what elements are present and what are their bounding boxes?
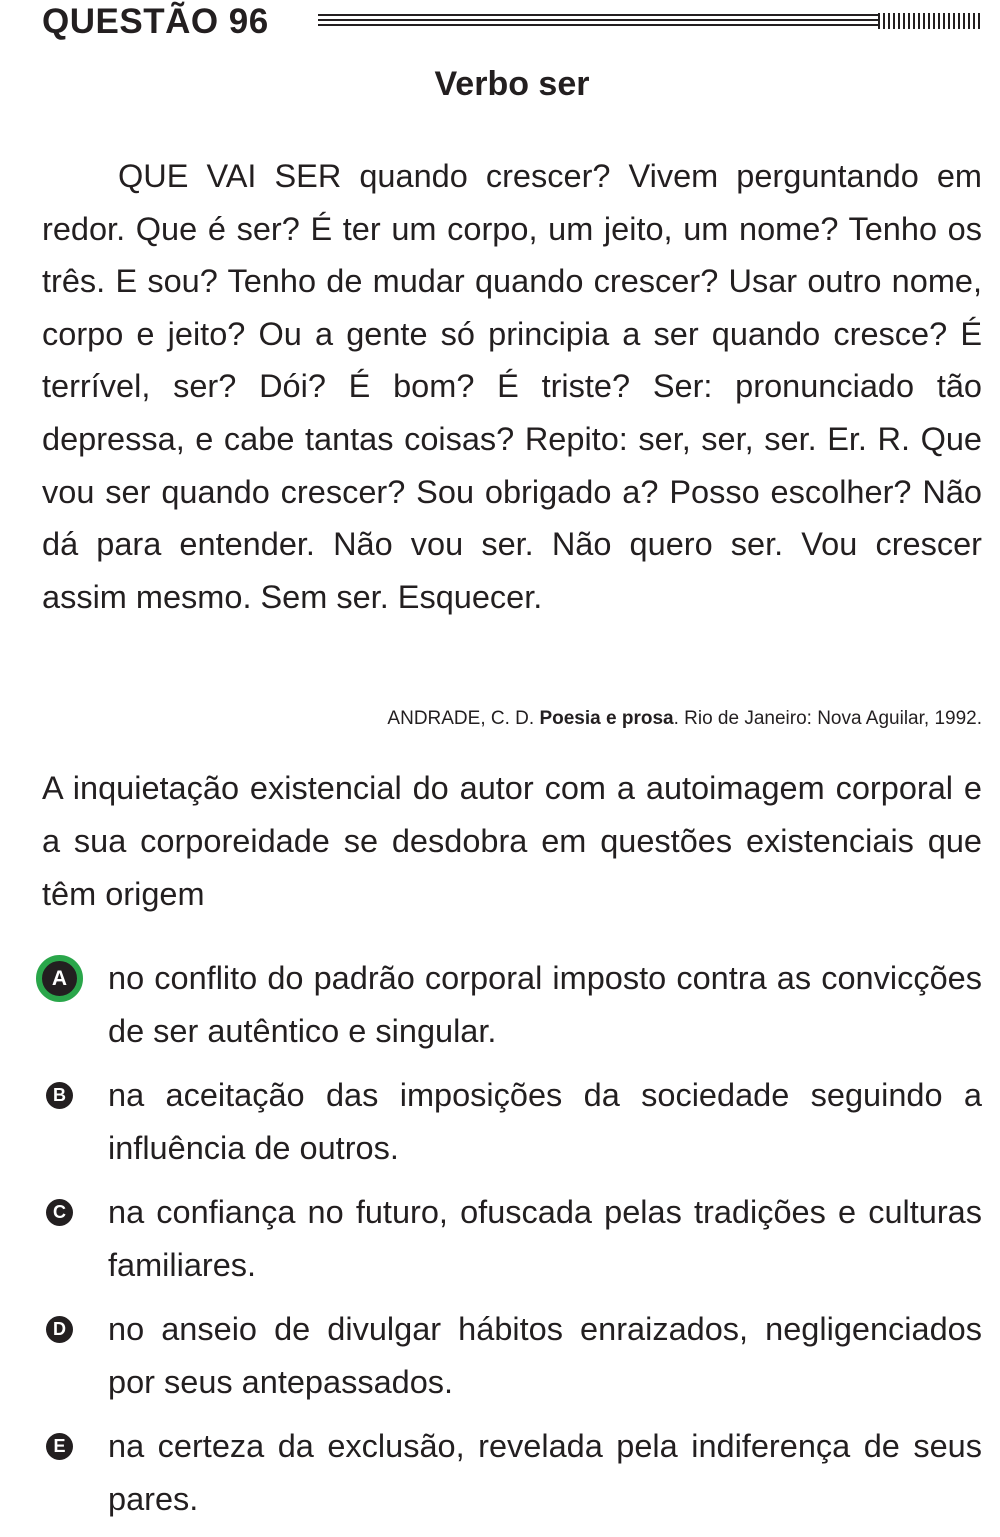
option-a[interactable]: [42, 952, 982, 1058]
option-e-letter-icon: E: [46, 1433, 73, 1460]
header-rule: [318, 14, 878, 24]
option-d-text: no anseio de divulgar hábitos enraizados, negligenciados por seus antepassados.: [108, 1311, 982, 1400]
source-publisher: . Rio de Janeiro: Nova Aguilar, 1992.: [673, 708, 982, 729]
source-citation: [42, 704, 982, 734]
answer-options: [42, 952, 982, 1537]
question-number: QUESTÃO 96: [42, 2, 269, 41]
question-page: [42, 0, 982, 1517]
source-author: ANDRADE, C. D.: [387, 708, 535, 729]
option-a-letter-icon: A: [36, 955, 83, 1002]
option-d-letter-icon: D: [46, 1316, 73, 1343]
option-a-text: no conflito do padrão corporal imposto contra as convicções de ser autêntico e singular.: [108, 960, 982, 1049]
option-e[interactable]: [42, 1420, 982, 1526]
header-ticks-decoration: [878, 13, 982, 29]
option-b-text: na aceitação das imposições da sociedade seguindo a influência de outros.: [108, 1077, 982, 1166]
option-c[interactable]: [42, 1186, 982, 1292]
option-b-letter-icon: B: [46, 1082, 73, 1109]
source-work: Poesia e prosa: [539, 708, 674, 729]
text-title: Verbo ser: [434, 65, 590, 103]
question-stem: A inquietação existencial do autor com a autoimagem corporal e a sua corporeidade se desdobra em questões existenciais que têm origem: [42, 770, 982, 912]
option-d[interactable]: [42, 1303, 982, 1409]
question-header: [42, 0, 982, 44]
option-b[interactable]: [42, 1069, 982, 1175]
option-c-letter-icon: C: [46, 1199, 73, 1226]
option-c-text: na confiança no futuro, ofuscada pelas tradições e culturas familiares.: [108, 1194, 982, 1283]
option-e-text: na certeza da exclusão, revelada pela indiferença de seus pares.: [108, 1428, 982, 1517]
text-body: QUE VAI SER quando crescer? Vivem perguntando em redor. Que é ser? É ter um corpo, um jeito, um nome? Tenho os três. E sou? Tenho de mudar quando crescer? Usar outro nome, corpo e jeito? Ou a gente só principia a ser quando cresce? É terrível, ser? Dói? É bom? É triste? Ser: pronunciado tão depressa, e cabe tantas coisas? Repito: ser, ser, ser. Er. R. Que vou ser quando crescer? Sou obrigado a? Posso escolher? Não dá para entender. Não vou ser. Não quero ser. Vou crescer assim mesmo. Sem ser. Esquecer.: [42, 158, 982, 615]
